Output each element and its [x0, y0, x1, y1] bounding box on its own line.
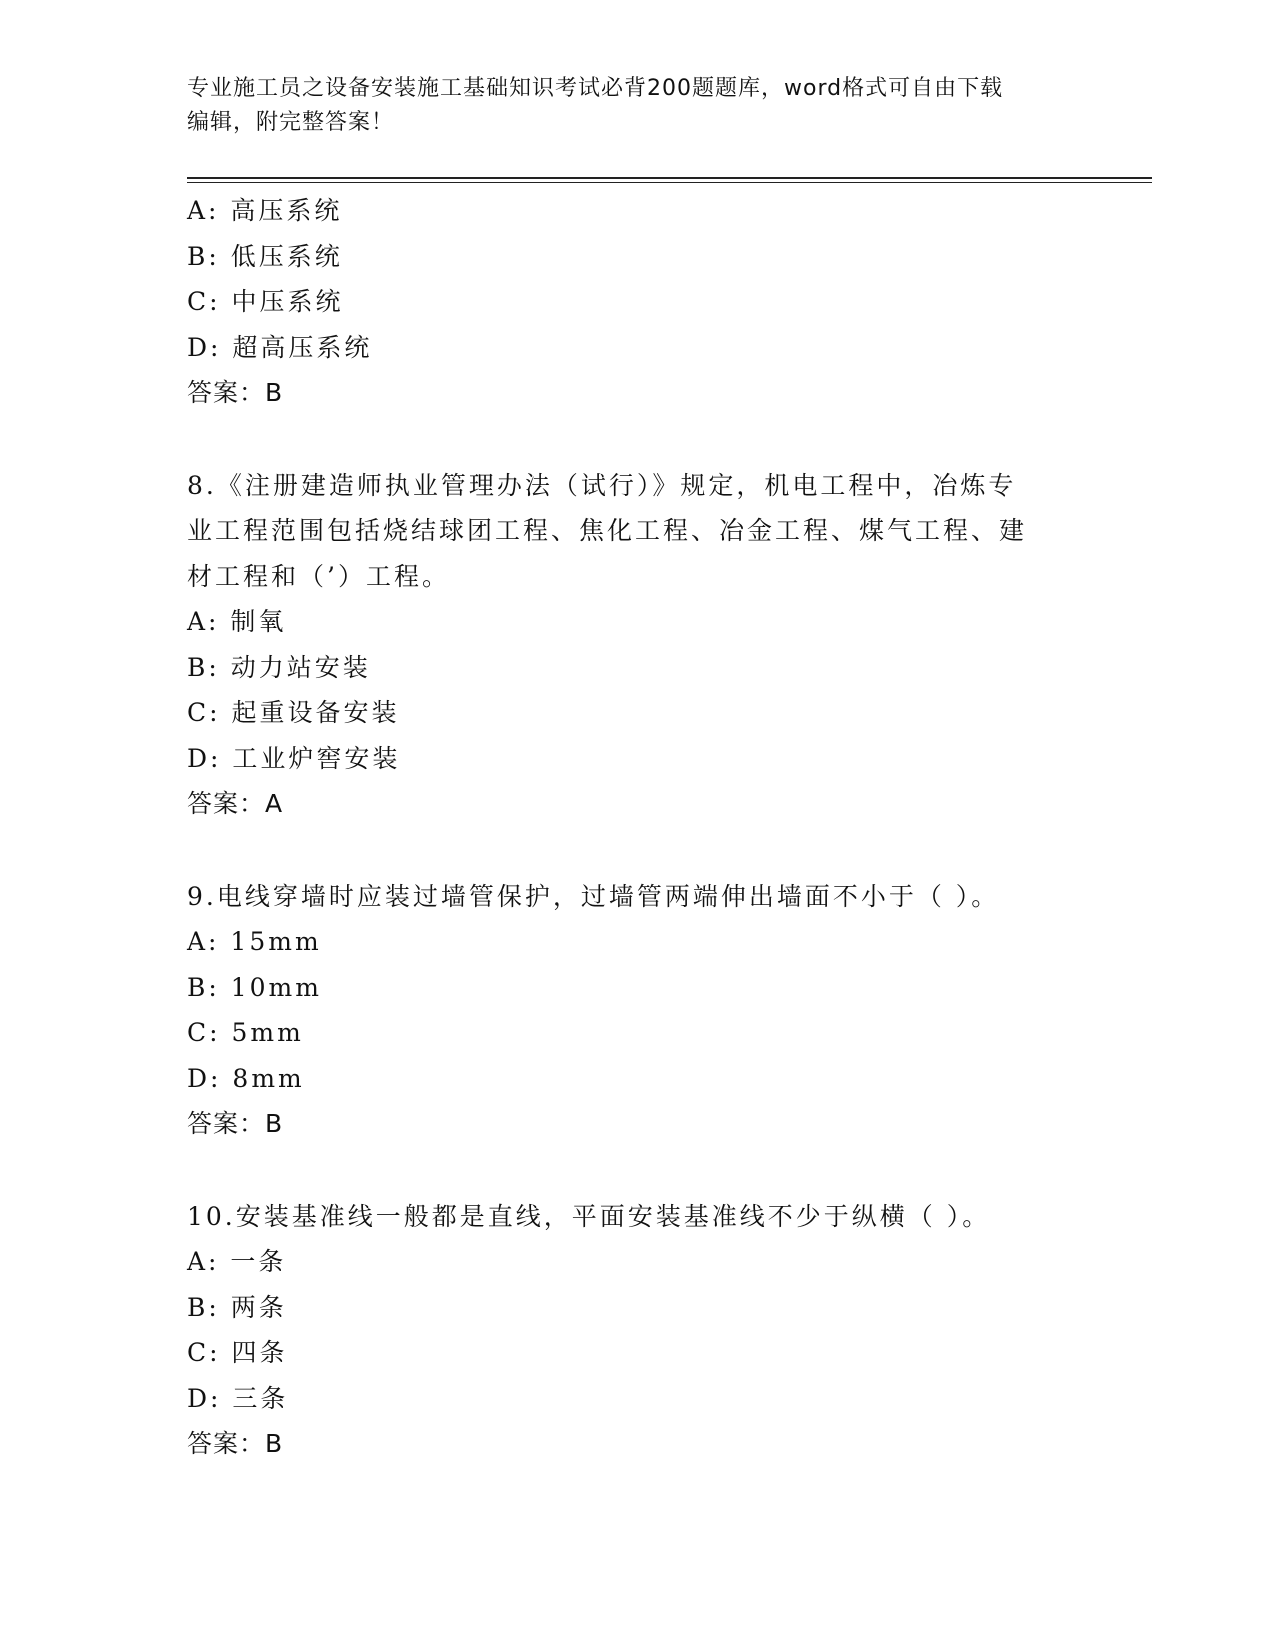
- option-d: D: 工业炉窖安装: [187, 743, 401, 773]
- answer-line: 答案：B: [187, 1109, 284, 1138]
- question-stem-line-2: 业工程范围包括烧结球团工程、焦化工程、冶金工程、煤气工程、建: [187, 516, 1028, 545]
- option-d: D: 8mm: [187, 1063, 305, 1093]
- option-a: A: 制氧: [187, 607, 287, 636]
- option-c: C: 中压系统: [187, 287, 344, 316]
- spacer: [187, 416, 1087, 463]
- document-header: [187, 72, 1087, 140]
- option-b: B: 10mm: [187, 972, 322, 1002]
- option-a: A: 高压系统: [187, 196, 343, 225]
- option-c: C: 起重设备安装: [187, 698, 400, 727]
- header-line-2: 编辑，附完整答案！: [187, 110, 395, 135]
- answer-line: 答案：B: [187, 378, 284, 407]
- option-d: D: 三条: [187, 1383, 289, 1413]
- question-stem-line-3: 材工程和（’）工程。: [187, 561, 450, 591]
- question-stem: 10.安装基准线一般都是直线，平面安装基准线不少于纵横（ ）。: [187, 1201, 991, 1231]
- answer-line: 答案：B: [187, 1429, 284, 1458]
- spacer: [187, 1147, 1087, 1194]
- question-8: [187, 463, 1087, 827]
- spacer: [187, 827, 1087, 874]
- option-b: B: 动力站安装: [187, 652, 371, 682]
- option-c: C: 5mm: [187, 1018, 304, 1047]
- option-a: A: 一条: [187, 1247, 287, 1276]
- option-a: A: 15mm: [187, 927, 322, 956]
- option-b: B: 两条: [187, 1292, 287, 1322]
- answer-line: 答案：A: [187, 789, 284, 818]
- option-b: B: 低压系统: [187, 241, 343, 271]
- question-7-continued: [187, 188, 1087, 416]
- option-c: C: 四条: [187, 1338, 288, 1367]
- header-divider-thick: [187, 177, 1152, 179]
- question-9: [187, 874, 1087, 1147]
- header-divider-thin: [187, 182, 1152, 183]
- question-stem: 9.电线穿墙时应装过墙管保护，过墙管两端伸出墙面不小于（ ）。: [187, 881, 1000, 911]
- question-list: [187, 188, 1087, 1467]
- option-d: D: 超高压系统: [187, 332, 373, 362]
- question-10: [187, 1194, 1087, 1467]
- header-line-1: 专业施工员之设备安装施工基础知识考试必背200题题库，word格式可自由下载: [187, 76, 1004, 101]
- question-stem-line-1: 8.《注册建造师执业管理办法（试行）》规定，机电工程中，冶炼专: [187, 470, 1017, 500]
